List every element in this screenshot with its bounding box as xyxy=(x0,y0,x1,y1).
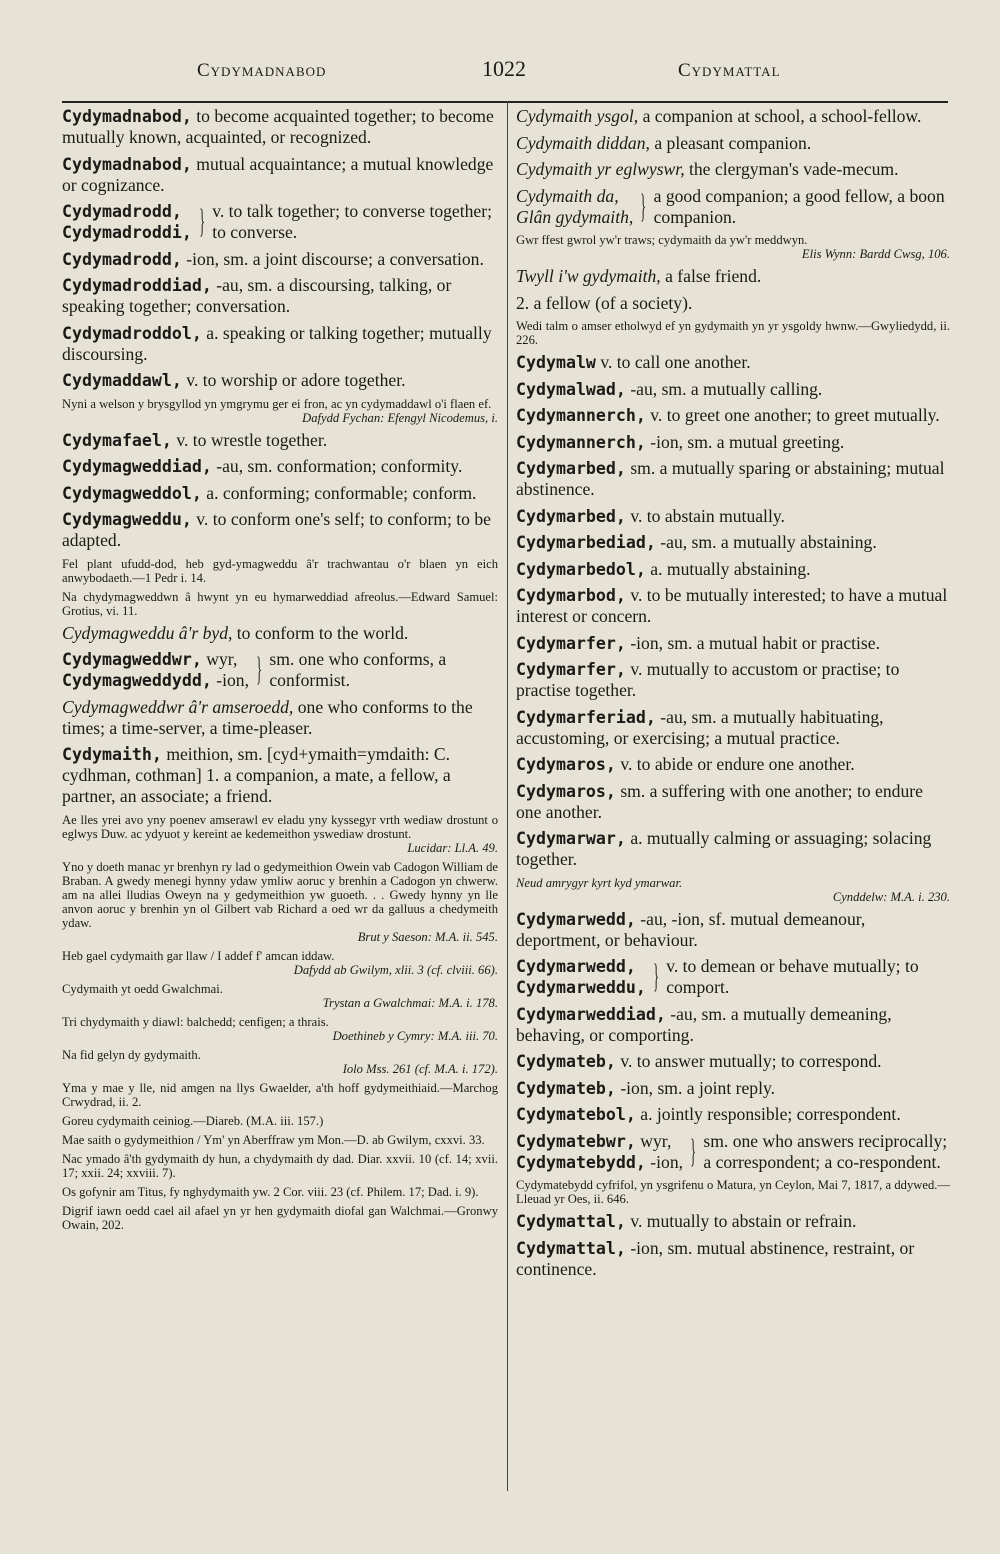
column-divider xyxy=(507,101,508,1491)
entry xyxy=(516,1078,950,1099)
entry xyxy=(62,106,498,148)
definition: v. to greet one another; to greet mutually. xyxy=(650,405,940,425)
headword: Cydymaith, xyxy=(62,745,162,764)
headword: Cydymadroddol, xyxy=(62,323,202,343)
headword: Cydymalwad, xyxy=(516,379,626,399)
definition: -au, sm. a mutually habituating, accustoming, or exercising; a mutual practice. xyxy=(516,706,884,748)
definition: -ion, sm. mutual abstinence, restraint, or continence. xyxy=(516,1237,915,1279)
inflection: wyr, xyxy=(206,649,238,669)
definition: v. to call one another. xyxy=(600,352,751,372)
quotation xyxy=(62,949,498,977)
quotation xyxy=(516,233,950,261)
quotation: Cydymatebydd cyfrifol, yn ysgrifenu o Matura, yn Ceylon, Mai 7, 1817, a ddywed.—Lleuad yr Oes, ii. 646. xyxy=(516,1178,950,1206)
quote-source: Elis Wynn: Bardd Cwsg, 106. xyxy=(801,247,950,261)
headword: Cydymagweddol, xyxy=(62,483,202,503)
quote-text: Yno y doeth manac yr brenhyn ry lad o gedymeithion Owein vab Cadogon William de Braban. A gwedy menegi hynny ydaw ymliw aoruc y brenhin a Cadogon yn chwerw. am na allei lludias Oweyn na y gedymeithion yw guoeth. . . Gwedy hynny yn lle anvon aoruc y brenhin yn ol Gilbert vab Richard a oed wr da galluus a chedymeith ydaw. xyxy=(62,859,498,930)
headword: Cydymateb, xyxy=(516,1052,616,1071)
quote-source: Doethineb y Cymry: M.A. iii. 70. xyxy=(332,1028,498,1043)
definition: a. conforming; conformable; conform. xyxy=(206,482,477,503)
quotation xyxy=(62,860,498,944)
definition: a. mutually abstaining. xyxy=(650,558,811,579)
header-rule xyxy=(62,101,948,103)
quote-source: Cynddelw: M.A. i. 230. xyxy=(832,889,950,904)
phrase xyxy=(516,133,950,154)
headword: Cydymarweddu, xyxy=(516,978,646,997)
entry xyxy=(62,370,498,391)
headword: Cydymatebwr, xyxy=(516,1131,636,1151)
entry xyxy=(516,1051,950,1072)
headword: Cydymatebydd, xyxy=(516,1152,646,1172)
definition: v. to wrestle together. xyxy=(176,429,328,450)
headword: Cydymarbed, xyxy=(516,506,626,526)
definition: to conform to the world. xyxy=(236,622,409,643)
inflection: -ion, xyxy=(216,670,250,690)
quotation: Os gofynir am Titus, fy nghydymaith yw. 2 Cor. viii. 23 (cf. Philem. 17; Dad. i. 9). xyxy=(62,1184,479,1199)
headword: Cydymarbed, xyxy=(516,459,626,478)
quote-source: Lucidar: Ll.A. 49. xyxy=(407,840,498,855)
definition: a good companion; a good fellow, a boon companion. xyxy=(653,185,945,227)
definition: the clergyman's vade-mecum. xyxy=(689,159,899,179)
phrase-pair xyxy=(516,186,950,228)
phrase-term: Cydymaith da, xyxy=(516,185,619,206)
entry xyxy=(516,405,950,426)
quote-text: Ae lles yrei avo yny poenev amserawl ev eladu yny kyssegyr vrth wediaw drostunt o eglwys Duw. ac ydyuot y kereint ae kedemeithon yswediaw drostunt. xyxy=(62,812,498,841)
definition: one who conforms to the times; a time-server, a time-pleaser. xyxy=(62,696,473,738)
definition: v. to abide or endure one another. xyxy=(620,754,855,774)
quotation: Wedi talm o amser etholwyd ef yn gydymaith yn yr ysgoldy hwnw.—Gwyliedydd, ii. 226. xyxy=(516,319,950,347)
entry xyxy=(516,458,950,500)
quotation xyxy=(62,982,498,1010)
entry xyxy=(516,532,950,553)
inflection: -ion, xyxy=(650,1151,684,1172)
brace: } xyxy=(640,187,647,225)
entry xyxy=(62,744,498,807)
definition: -au, sm. a mutually demeaning, behaving, or comporting. xyxy=(516,1003,892,1045)
quote-text: Heb gael cydymaith gar llaw / I addef f' amcan iddaw. xyxy=(62,948,335,963)
headword: Cydymadnabod, xyxy=(62,107,192,126)
headword: Cydymadroddiad, xyxy=(62,276,212,295)
entry xyxy=(516,754,950,775)
phrase xyxy=(516,159,950,180)
headword: Cydymaddawl, xyxy=(62,371,182,390)
definition: sm. a mutually sparing or abstaining; mutual abstinence. xyxy=(516,458,945,499)
definition: sm. one who answers reciprocally; a correspondent; a co-respondent. xyxy=(703,1130,948,1172)
headword: Cydymarfer, xyxy=(516,660,626,679)
entry xyxy=(516,1004,950,1046)
definition: -au, sm. a mutually calling. xyxy=(630,378,823,399)
headword: Cydymarwedd, xyxy=(516,957,636,976)
headword: Cydymafael, xyxy=(62,430,172,450)
entry xyxy=(516,828,950,870)
definition: v. mutually to accustom or practise; to practise together. xyxy=(516,659,900,700)
entry xyxy=(62,249,498,270)
entry xyxy=(62,509,498,551)
quotation: Mae saith o gydymeithion / Ym' yn Aberffraw ym Mon.—D. ab Gwilym, cxxvi. 33. xyxy=(62,1132,485,1147)
headword: Cydymattal, xyxy=(516,1212,626,1231)
headword: Cydymalw xyxy=(516,353,596,372)
quotation xyxy=(62,1048,498,1076)
left-column xyxy=(62,106,498,1237)
definition: -au, sm. a discoursing, talking, or speaking together; conversation. xyxy=(62,275,452,316)
quotation: Goreu cydymaith ceiniog.—Diareb. (M.A. iii. 157.) xyxy=(62,1113,324,1128)
page-number: 1022 xyxy=(482,56,526,81)
headword: Cydymateb, xyxy=(516,1078,616,1098)
headword: Cydymadrodd, xyxy=(62,249,182,269)
quotation: Na chydymagweddwn â hwynt yn eu hymarweddiad afreolus.—Edward Samuel: Grotius, vi. 11. xyxy=(62,589,498,618)
entry xyxy=(62,430,498,451)
definition: meithion, sm. [cyd+ymaith=ymdaith: C. cydhman, cothman] 1. a companion, a mate, a fellow, a partner, an associate; a friend. xyxy=(62,744,451,806)
definition: sm. a suffering with one another; to endure one another. xyxy=(516,780,923,822)
entry xyxy=(62,456,498,477)
definition: a pleasant companion. xyxy=(654,132,812,153)
entry xyxy=(62,483,498,504)
definition: v. to worship or adore together. xyxy=(186,370,406,390)
sense: 2. a fellow (of a society). xyxy=(516,292,693,313)
entry xyxy=(516,506,950,527)
definition: to become acquainted together; to become mutually known, acquainted, or recognized. xyxy=(62,106,494,147)
entry xyxy=(516,352,950,373)
phrase-term: Glân gydymaith, xyxy=(516,206,634,227)
quotation xyxy=(62,1015,498,1043)
quote-text: Tri chydymaith y diawl: balchedd; cenfigen; a thrais. xyxy=(62,1014,329,1029)
quote-source: Trystan a Gwalchmai: M.A. i. 178. xyxy=(322,995,498,1010)
headword: Cydymadroddi, xyxy=(62,223,192,242)
quote-source: Iolo Mss. 261 (cf. M.A. i. 172). xyxy=(342,1061,498,1076)
definition: v. to be mutually interested; to have a mutual interest or concern. xyxy=(516,585,948,626)
definition: v. to talk together; to converse together; to converse. xyxy=(212,201,492,242)
entry xyxy=(516,633,950,654)
quote-text: Gwr ffest gwrol yw'r traws; cydymaith da yw'r meddwyn. xyxy=(516,233,808,247)
headword: Cydymannerch, xyxy=(516,432,646,452)
quote-source: Dafydd Fychan: Efengyl Nicodemus, i. xyxy=(302,410,498,425)
quotation xyxy=(62,813,498,855)
definition: mutual acquaintance; a mutual knowledge or cognizance. xyxy=(62,153,494,195)
headword: Cydymarwedd, xyxy=(516,909,636,929)
headword: Cydymarwar, xyxy=(516,829,626,848)
headword: Cydymarferiad, xyxy=(516,707,656,727)
definition: -ion, sm. a mutual habit or practise. xyxy=(630,632,880,653)
running-head-right: Cydymattal xyxy=(678,60,781,81)
headword: Cydymannerch, xyxy=(516,406,646,425)
definition: -au, sm. a mutually abstaining. xyxy=(660,532,877,552)
definition: a false friend. xyxy=(665,266,762,286)
headword: Cydymagweddiad, xyxy=(62,457,212,476)
quotation: Yma y mae y lle, nid amgen na llys Gwaelder, a'th hoff gydymeithiaid.—Marchog Crwydrad, ii. 2. xyxy=(62,1080,498,1109)
headword: Cydymaros, xyxy=(516,755,616,774)
entry xyxy=(516,559,950,580)
definition: -ion, sm. a joint reply. xyxy=(620,1077,776,1098)
headword: Cydymadnabod, xyxy=(62,154,192,174)
definition: v. to answer mutually; to correspond. xyxy=(620,1051,882,1071)
entry xyxy=(516,1104,950,1125)
entry-pair xyxy=(516,1131,950,1173)
phrase-term: Cydymaith ysgol, xyxy=(516,106,639,126)
definition: v. to demean or behave mutually; to comport. xyxy=(666,956,919,997)
quote-text: Cydymaith yt oedd Gwalchmai. xyxy=(62,981,223,996)
definition: v. to abstain mutually. xyxy=(630,505,785,526)
entry xyxy=(516,1238,950,1280)
phrase xyxy=(516,106,950,127)
phrase-term: Cydymagweddu â'r byd, xyxy=(62,622,233,643)
headword: Cydymarbod, xyxy=(516,586,626,605)
headword: Cydymagweddwr, xyxy=(62,650,202,669)
definition: -ion, sm. a joint discourse; a conversation. xyxy=(186,248,484,269)
entry xyxy=(516,1211,950,1232)
brace: } xyxy=(256,651,263,688)
entry-pair xyxy=(62,201,498,243)
entry xyxy=(516,585,950,627)
headword: Cydymaros, xyxy=(516,781,616,801)
phrase-term: Cydymaith diddan, xyxy=(516,132,650,153)
quote-source: Dafydd ab Gwilym, xlii. 3 (cf. clviii. 66). xyxy=(293,962,498,977)
entry xyxy=(516,659,950,701)
phrase-term: Cydymagweddwr â'r amseroedd, xyxy=(62,696,294,717)
definition: -ion, sm. a mutual greeting. xyxy=(650,431,845,452)
quotation: Nac ymado â'th gydymaith dy hun, a chydymaith dy dad. Diar. xxvii. 10 (cf. 14; xvii. 17; xxii. 24; xxviii. 7). xyxy=(62,1151,498,1180)
running-head-left: Cydymadnabod xyxy=(197,60,327,81)
entry xyxy=(516,909,950,951)
definition: a. mutually calming or assuaging; solacing together. xyxy=(516,828,932,869)
headword: Cydymarbediad, xyxy=(516,533,656,552)
headword: Cydymarbedol, xyxy=(516,559,646,579)
brace: } xyxy=(653,958,659,995)
headword: Cydymarfer, xyxy=(516,633,626,653)
quote-source: Brut y Saeson: M.A. ii. 545. xyxy=(357,929,498,944)
headword: Cydymagweddydd, xyxy=(62,671,212,690)
brace: } xyxy=(199,203,205,240)
quotation xyxy=(62,397,498,425)
quotation xyxy=(516,876,950,904)
quotation: Fel plant ufudd-dod, heb gyd-ymagweddu â'r trachwantau o'r blaen yn eich anwybodaeth.—1 Pedr i. 14. xyxy=(62,556,498,585)
quote-text: Na fid gelyn dy gydymaith. xyxy=(62,1047,201,1062)
entry xyxy=(516,379,950,400)
definition: a. speaking or talking together; mutually discoursing. xyxy=(62,322,492,364)
quote-text: Nyni a welson y brysgyllod yn ymgrymu ger ei fron, ac yn cydymaddawl o'i flaen ef. xyxy=(62,396,492,411)
definition: v. mutually to abstain or refrain. xyxy=(630,1211,857,1231)
entry xyxy=(62,275,498,317)
entry xyxy=(516,781,950,823)
definition: sm. one who conforms, a conformist. xyxy=(269,649,447,690)
phrase xyxy=(62,623,498,644)
quotation: Digrif iawn oedd cael ail afael yn yr hen gydymaith diofal gan Walchmai.—Gronwy Owain, 202. xyxy=(62,1203,498,1232)
definition: a. jointly responsible; correspondent. xyxy=(640,1104,901,1124)
headword: Cydymagweddu, xyxy=(62,510,192,529)
quote-text: Neud amrygyr kyrt kyd ymarwar. xyxy=(516,875,683,890)
headword: Cydymadrodd, xyxy=(62,202,182,221)
headword: Cydymattal, xyxy=(516,1238,626,1258)
page-header xyxy=(0,52,1000,92)
brace: } xyxy=(690,1132,697,1170)
phrase-term: Cydymaith yr eglwyswr, xyxy=(516,159,685,179)
entry xyxy=(62,323,498,365)
definition: -au, sm. conformation; conformity. xyxy=(216,456,463,476)
headword: Cydymarweddiad, xyxy=(516,1004,666,1024)
entry xyxy=(516,432,950,453)
entry xyxy=(516,707,950,749)
inflection: wyr, xyxy=(640,1130,672,1151)
definition: v. to conform one's self; to conform; to be adapted. xyxy=(62,509,491,550)
definition: a companion at school, a school-fellow. xyxy=(642,106,922,126)
definition: -au, -ion, sf. mutual demeanour, deportment, or behaviour. xyxy=(516,908,866,950)
entry xyxy=(62,154,498,196)
headword: Cydymatebol, xyxy=(516,1105,636,1124)
phrase xyxy=(516,266,950,287)
entry-pair xyxy=(516,956,950,998)
entry-pair xyxy=(62,649,498,691)
phrase-term: Twyll i'w gydymaith, xyxy=(516,266,661,286)
phrase xyxy=(62,697,498,739)
right-column xyxy=(516,106,950,1285)
